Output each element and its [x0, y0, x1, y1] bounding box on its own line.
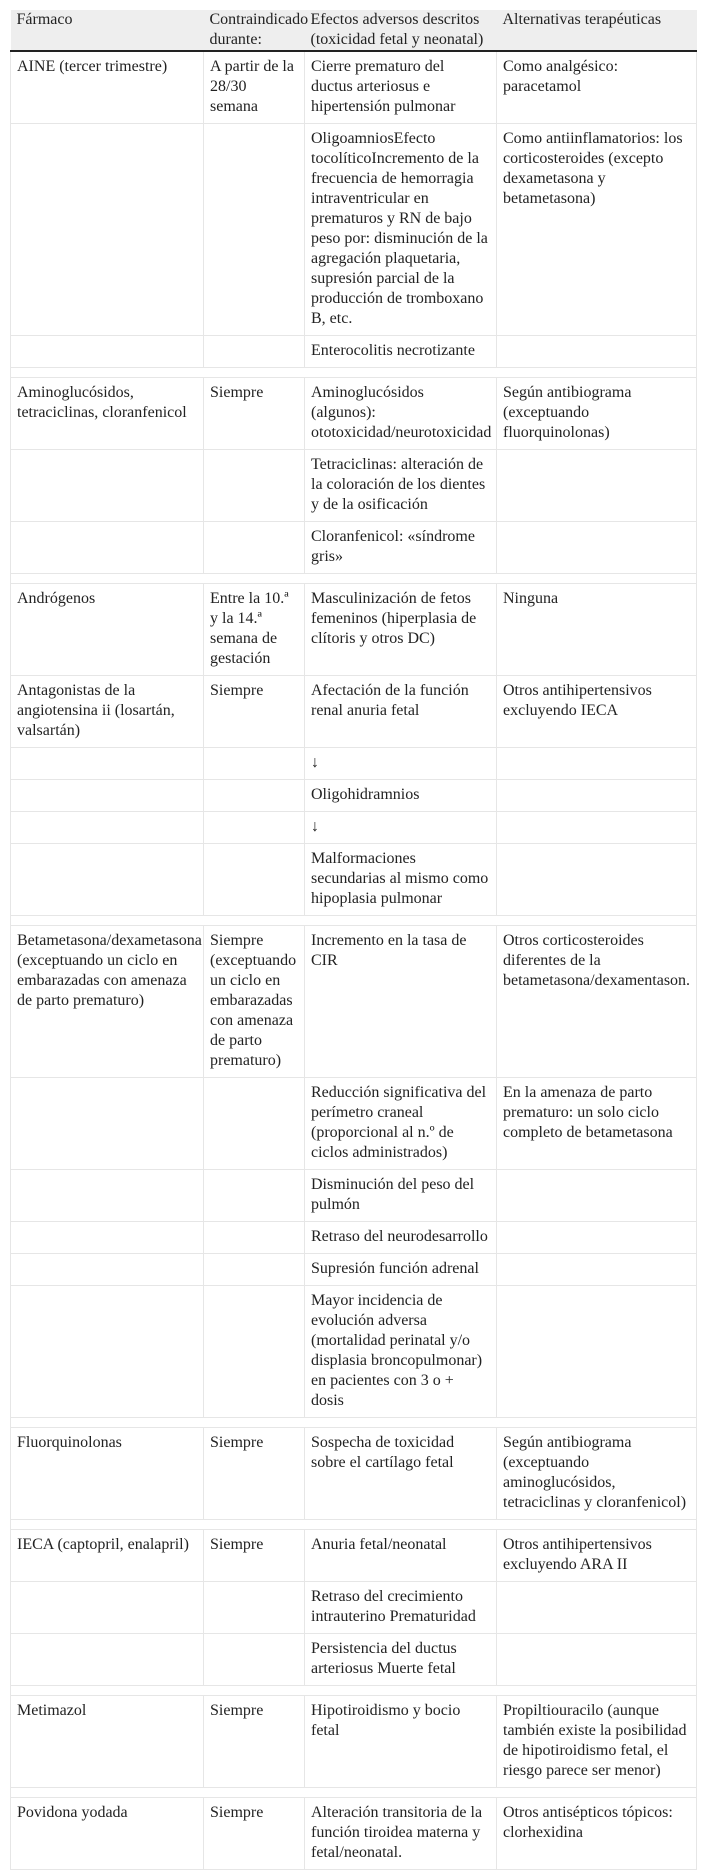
cell-alternative	[497, 1582, 697, 1634]
cell-adverse-effect: ↓	[305, 812, 497, 844]
cell-adverse-effect: Persistencia del ductus arteriosus Muerte fetal	[305, 1634, 497, 1686]
table-row	[11, 844, 697, 916]
spacer-cell	[11, 1520, 204, 1530]
cell-adverse-effect: Cloranfenicol: «síndrome gris»	[305, 522, 497, 574]
cell-drug: Metimazol	[11, 1696, 204, 1788]
cell-adverse-effect: Oligohidramnios	[305, 780, 497, 812]
cell-contraindicated: A partir de la 28/30 semana	[204, 51, 305, 124]
cell-contraindicated: Siempre (exceptuando un ciclo en embarazadas con amenaza de parto prematuro)	[204, 926, 305, 1078]
cell-alternative: Como analgésico: paracetamol	[497, 51, 697, 124]
spacer-row	[11, 916, 697, 926]
table-row	[11, 1222, 697, 1254]
table-row	[11, 1530, 697, 1582]
cell-adverse-effect: Anuria fetal/neonatal	[305, 1530, 497, 1582]
spacer-cell	[204, 1520, 305, 1530]
cell-adverse-effect: Retraso del crecimiento intrauterino Prematuridad	[305, 1582, 497, 1634]
cell-drug: Betametasona/dexametasona (exceptuando un ciclo en embarazadas con amenaza de parto prematuro)	[11, 926, 204, 1078]
table-row	[11, 336, 697, 368]
spacer-cell	[11, 1686, 204, 1696]
cell-contraindicated	[204, 748, 305, 780]
cell-contraindicated	[204, 1286, 305, 1418]
table-row	[11, 584, 697, 676]
cell-adverse-effect: Malformaciones secundarias al mismo como hipoplasia pulmonar	[305, 844, 497, 916]
spacer-cell	[497, 574, 697, 584]
cell-contraindicated: Siempre	[204, 1428, 305, 1520]
cell-alternative	[497, 336, 697, 368]
cell-alternative: Ninguna	[497, 584, 697, 676]
cell-contraindicated: Siempre	[204, 378, 305, 450]
cell-drug	[11, 1078, 204, 1170]
cell-alternative: Otros corticosteroides diferentes de la betametasona/dexamentason.	[497, 926, 697, 1078]
cell-alternative	[497, 522, 697, 574]
cell-drug: Povidona yodada	[11, 1798, 204, 1870]
cell-adverse-effect: Alteración transitoria de la función tiroidea materna y fetal/neonatal.	[305, 1798, 497, 1870]
cell-alternative: Propiltiouracilo (aunque también existe la posibilidad de hipotiroidismo fetal, el riesgo parece ser menor)	[497, 1696, 697, 1788]
header-contraindicated: Contraindicado durante:	[204, 10, 305, 51]
spacer-cell	[11, 368, 204, 378]
cell-adverse-effect: Aminoglucósidos (algunos): ototoxicidad/neurotoxicidad	[305, 378, 497, 450]
cell-drug	[11, 1634, 204, 1686]
spacer-row	[11, 1520, 697, 1530]
cell-contraindicated	[204, 844, 305, 916]
cell-drug: Aminoglucósidos, tetraciclinas, cloranfenicol	[11, 378, 204, 450]
cell-drug	[11, 522, 204, 574]
spacer-cell	[497, 1686, 697, 1696]
header-adverse-effects: Efectos adversos descritos (toxicidad fetal y neonatal)	[305, 10, 497, 51]
cell-adverse-effect: Enterocolitis necrotizante	[305, 336, 497, 368]
cell-alternative: Otros antihipertensivos excluyendo ARA II	[497, 1530, 697, 1582]
cell-contraindicated	[204, 1582, 305, 1634]
spacer-cell	[305, 368, 497, 378]
spacer-row	[11, 1686, 697, 1696]
cell-alternative	[497, 1170, 697, 1222]
cell-contraindicated	[204, 812, 305, 844]
cell-alternative: Otros antisépticos tópicos: clorhexidina	[497, 1798, 697, 1870]
spacer-row	[11, 368, 697, 378]
cell-alternative	[497, 450, 697, 522]
cell-drug	[11, 780, 204, 812]
cell-contraindicated	[204, 780, 305, 812]
cell-contraindicated: Siempre	[204, 1696, 305, 1788]
cell-adverse-effect: Hipotiroidismo y bocio fetal	[305, 1696, 497, 1788]
cell-adverse-effect: Afectación de la función renal anuria fetal	[305, 676, 497, 748]
cell-drug	[11, 1582, 204, 1634]
cell-adverse-effect: Reducción significativa del perímetro craneal (proporcional al n.º de ciclos administrados)	[305, 1078, 497, 1170]
cell-drug	[11, 844, 204, 916]
cell-drug: Fluorquinolonas	[11, 1428, 204, 1520]
cell-adverse-effect: Disminución del peso del pulmón	[305, 1170, 497, 1222]
cell-drug: AINE (tercer trimestre)	[11, 51, 204, 124]
table-row	[11, 124, 697, 336]
cell-contraindicated: Entre la 10.ª y la 14.ª semana de gestación	[204, 584, 305, 676]
cell-contraindicated	[204, 1222, 305, 1254]
cell-adverse-effect: ↓	[305, 748, 497, 780]
cell-alternative	[497, 1634, 697, 1686]
cell-alternative	[497, 844, 697, 916]
cell-drug	[11, 1170, 204, 1222]
table-row	[11, 1634, 697, 1686]
cell-contraindicated	[204, 1170, 305, 1222]
cell-alternative: En la amenaza de parto prematuro: un solo ciclo completo de betametasona	[497, 1078, 697, 1170]
spacer-cell	[305, 574, 497, 584]
spacer-cell	[305, 1418, 497, 1428]
spacer-cell	[11, 1418, 204, 1428]
cell-alternative: Como antiinflamatorios: los corticosteroides (excepto dexametasona y betametasona)	[497, 124, 697, 336]
cell-drug	[11, 1286, 204, 1418]
cell-contraindicated	[204, 450, 305, 522]
table-row	[11, 676, 697, 748]
spacer-cell	[204, 1788, 305, 1798]
spacer-cell	[204, 368, 305, 378]
cell-adverse-effect: Supresión función adrenal	[305, 1254, 497, 1286]
cell-drug	[11, 450, 204, 522]
table-row	[11, 1582, 697, 1634]
cell-contraindicated: Siempre	[204, 1530, 305, 1582]
spacer-cell	[305, 916, 497, 926]
cell-alternative: Otros antihipertensivos excluyendo IECA	[497, 676, 697, 748]
table-row	[11, 780, 697, 812]
spacer-cell	[497, 916, 697, 926]
cell-drug	[11, 1254, 204, 1286]
cell-alternative	[497, 780, 697, 812]
table-container	[10, 10, 696, 1861]
drug-contraindication-table	[10, 10, 697, 1870]
cell-adverse-effect: Retraso del neurodesarrollo	[305, 1222, 497, 1254]
cell-alternative	[497, 1222, 697, 1254]
table-row	[11, 522, 697, 574]
table-row	[11, 1798, 697, 1870]
spacer-cell	[11, 916, 204, 926]
table-row	[11, 378, 697, 450]
cell-contraindicated	[204, 1634, 305, 1686]
cell-alternative	[497, 812, 697, 844]
cell-alternative	[497, 1286, 697, 1418]
table-row	[11, 926, 697, 1078]
spacer-cell	[497, 1520, 697, 1530]
cell-drug	[11, 336, 204, 368]
spacer-cell	[497, 1418, 697, 1428]
cell-contraindicated	[204, 1078, 305, 1170]
spacer-cell	[305, 1686, 497, 1696]
table-row	[11, 1170, 697, 1222]
table-row	[11, 51, 697, 124]
spacer-cell	[204, 1686, 305, 1696]
cell-alternative	[497, 748, 697, 780]
table-row	[11, 1696, 697, 1788]
spacer-cell	[204, 1418, 305, 1428]
spacer-cell	[204, 916, 305, 926]
spacer-cell	[305, 1788, 497, 1798]
cell-alternative: Según antibiograma (exceptuando fluorquinolonas)	[497, 378, 697, 450]
cell-drug	[11, 124, 204, 336]
cell-contraindicated: Siempre	[204, 676, 305, 748]
cell-adverse-effect: Tetraciclinas: alteración de la coloración de los dientes y de la osificación	[305, 450, 497, 522]
cell-drug: IECA (captopril, enalapril)	[11, 1530, 204, 1582]
header-alternatives: Alternativas terapéuticas	[497, 10, 697, 51]
cell-contraindicated	[204, 336, 305, 368]
cell-drug	[11, 812, 204, 844]
cell-adverse-effect: Mayor incidencia de evolución adversa (mortalidad perinatal y/o displasia broncopulmonar) en pacientes con 3 o + dosis	[305, 1286, 497, 1418]
spacer-row	[11, 1418, 697, 1428]
table-body	[11, 51, 697, 1870]
spacer-cell	[497, 368, 697, 378]
cell-drug	[11, 748, 204, 780]
spacer-row	[11, 1788, 697, 1798]
cell-contraindicated	[204, 124, 305, 336]
table-row	[11, 1286, 697, 1418]
cell-adverse-effect: Incremento en la tasa de CIR	[305, 926, 497, 1078]
cell-drug	[11, 1222, 204, 1254]
cell-adverse-effect: Masculinización de fetos femeninos (hiperplasia de clítoris y otros DC)	[305, 584, 497, 676]
spacer-cell	[305, 1520, 497, 1530]
cell-alternative: Según antibiograma (exceptuando aminoglucósidos, tetraciclinas y cloranfenicol)	[497, 1428, 697, 1520]
cell-adverse-effect: Cierre prematuro del ductus arteriosus e hipertensión pulmonar	[305, 51, 497, 124]
spacer-cell	[11, 1788, 204, 1798]
spacer-cell	[204, 574, 305, 584]
table-row	[11, 748, 697, 780]
cell-adverse-effect: Sospecha de toxicidad sobre el cartílago fetal	[305, 1428, 497, 1520]
table-row	[11, 1428, 697, 1520]
table-row	[11, 1078, 697, 1170]
cell-alternative	[497, 1254, 697, 1286]
table-row	[11, 450, 697, 522]
cell-contraindicated: Siempre	[204, 1798, 305, 1870]
cell-drug: Antagonistas de la angiotensina ii (losartán, valsartán)	[11, 676, 204, 748]
spacer-cell	[11, 574, 204, 584]
cell-contraindicated	[204, 522, 305, 574]
header-drug: Fármaco	[11, 10, 204, 51]
spacer-cell	[497, 1788, 697, 1798]
cell-contraindicated	[204, 1254, 305, 1286]
table-row	[11, 1254, 697, 1286]
cell-adverse-effect: OligoamniosEfecto tocolíticoIncremento de la frecuencia de hemorragia intraventricular en prematuros y RN de bajo peso por: disminución de la agregación plaquetaria, supresión parcial de la producción de tromboxano B, etc.	[305, 124, 497, 336]
cell-drug: Andrógenos	[11, 584, 204, 676]
table-row	[11, 812, 697, 844]
spacer-row	[11, 574, 697, 584]
table-header-row	[11, 10, 697, 51]
